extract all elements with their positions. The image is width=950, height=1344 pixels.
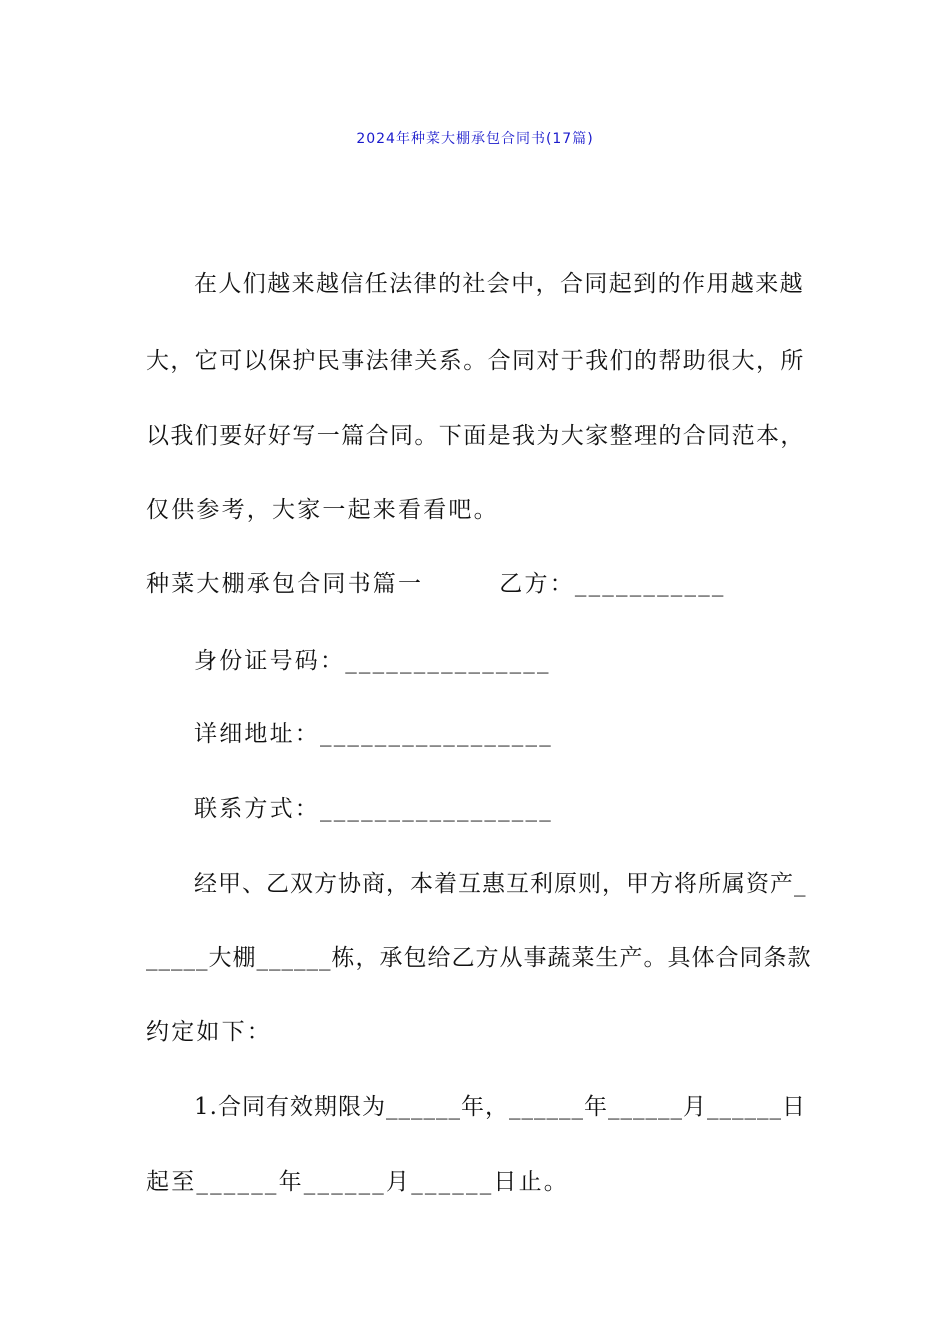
agreement-line-1: 经甲、乙双方协商，本着互惠互利原则，甲方将所属资产_ — [194, 871, 807, 897]
intro-line-2: 大，它可以保护民事法律关系。合同对于我们的帮助很大，所 — [146, 348, 805, 374]
id-number-field: 身份证号码：_______________ — [194, 648, 551, 674]
intro-line-1: 在人们越来越信任法律的社会中，合同起到的作用越来越 — [194, 271, 804, 297]
agreement-line-2: _____大棚______栋，承包给乙方从事蔬菜生产。具体合同条款 — [146, 945, 812, 971]
document-title: 2024年种菜大棚承包合同书(17篇) — [356, 131, 594, 147]
intro-line-3: 以我们要好好写一篇合同。下面是我为大家整理的合同范本， — [146, 423, 805, 449]
clause-1-line-2: 起至______年______月______日止。 — [146, 1169, 569, 1195]
address-field: 详细地址：_________________ — [194, 721, 553, 747]
intro-line-4: 仅供参考，大家一起来看看吧。 — [146, 497, 499, 523]
agreement-line-3: 约定如下： — [146, 1019, 272, 1045]
section-heading: 种菜大棚承包合同书篇一 乙方：___________ — [146, 571, 726, 597]
clause-1-line-1: 1.合同有效期限为______年，______年______月______日 — [194, 1094, 806, 1120]
contact-field: 联系方式：_________________ — [194, 796, 553, 822]
